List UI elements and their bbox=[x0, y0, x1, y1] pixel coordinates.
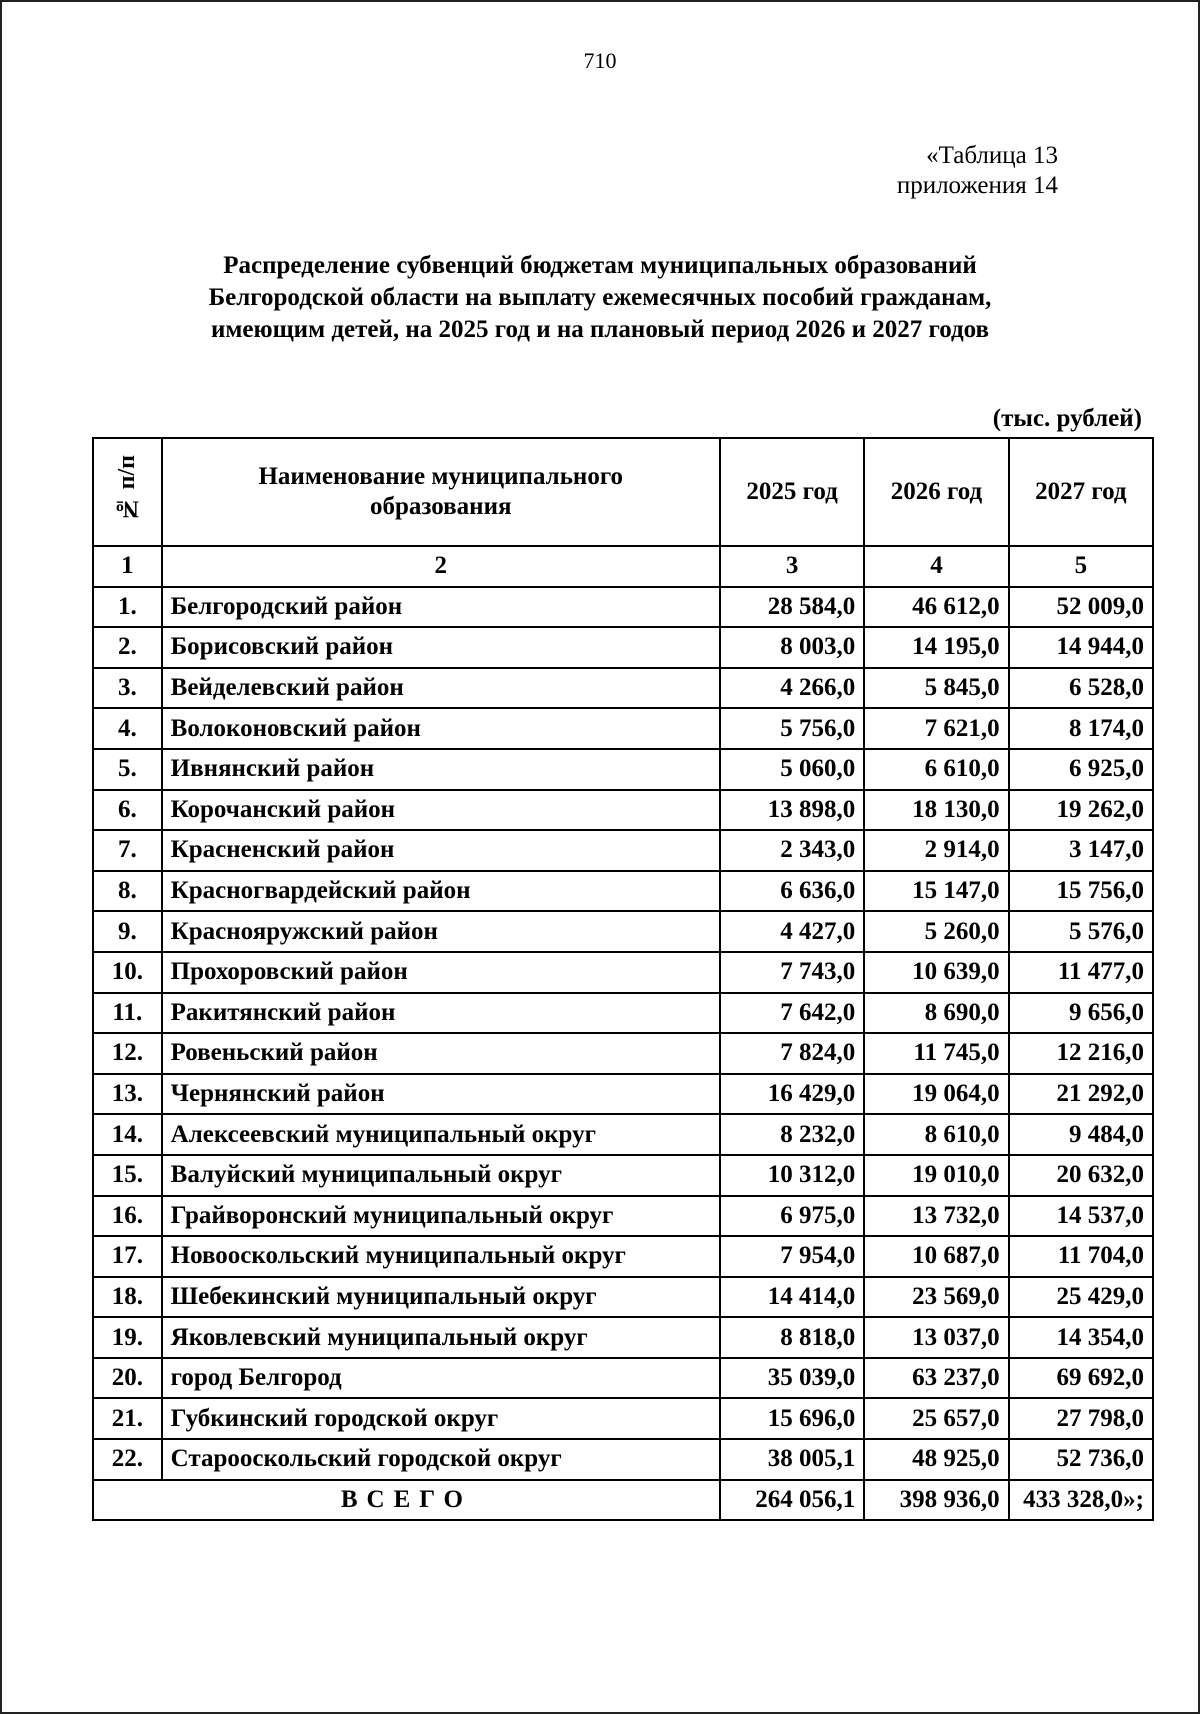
municipality-name: Грайворонский муниципальный округ bbox=[162, 1196, 720, 1237]
table-row bbox=[93, 587, 1153, 628]
table-row bbox=[93, 1033, 1153, 1074]
value-2025: 8 818,0 bbox=[720, 1317, 864, 1358]
total-2027: 433 328,0»; bbox=[1009, 1480, 1153, 1521]
row-number: 14. bbox=[93, 1114, 162, 1155]
value-2026: 10 639,0 bbox=[864, 952, 1008, 993]
value-2026: 5 845,0 bbox=[864, 668, 1008, 709]
header-2025: 2025 год bbox=[720, 438, 864, 546]
value-2027: 52 736,0 bbox=[1009, 1439, 1153, 1480]
row-number: 21. bbox=[93, 1398, 162, 1439]
value-2025: 5 756,0 bbox=[720, 708, 864, 749]
value-2026: 11 745,0 bbox=[864, 1033, 1008, 1074]
municipality-name: Валуйский муниципальный округ bbox=[162, 1155, 720, 1196]
row-number: 7. bbox=[93, 830, 162, 871]
table-row bbox=[93, 1236, 1153, 1277]
value-2027: 3 147,0 bbox=[1009, 830, 1153, 871]
value-2027: 21 292,0 bbox=[1009, 1074, 1153, 1115]
row-number: 20. bbox=[93, 1358, 162, 1399]
value-2027: 27 798,0 bbox=[1009, 1398, 1153, 1439]
municipality-name: Старооскольский городской округ bbox=[162, 1439, 720, 1480]
value-2026: 46 612,0 bbox=[864, 587, 1008, 628]
municipality-name: Новооскольский муниципальный округ bbox=[162, 1236, 720, 1277]
value-2025: 10 312,0 bbox=[720, 1155, 864, 1196]
table-row bbox=[93, 668, 1153, 709]
value-2025: 13 898,0 bbox=[720, 790, 864, 831]
row-number: 3. bbox=[93, 668, 162, 709]
row-number: 11. bbox=[93, 993, 162, 1034]
value-2026: 13 732,0 bbox=[864, 1196, 1008, 1237]
value-2026: 10 687,0 bbox=[864, 1236, 1008, 1277]
value-2027: 20 632,0 bbox=[1009, 1155, 1153, 1196]
municipality-name: Белгородский район bbox=[162, 587, 720, 628]
municipality-name: Чернянский район bbox=[162, 1074, 720, 1115]
value-2027: 19 262,0 bbox=[1009, 790, 1153, 831]
total-label: ВСЕГО bbox=[93, 1480, 720, 1521]
table-row bbox=[93, 1114, 1153, 1155]
value-2025: 7 824,0 bbox=[720, 1033, 864, 1074]
value-2027: 9 484,0 bbox=[1009, 1114, 1153, 1155]
table-row bbox=[93, 708, 1153, 749]
value-2026: 23 569,0 bbox=[864, 1277, 1008, 1318]
municipality-name: Борисовский район bbox=[162, 627, 720, 668]
document-title bbox=[0, 250, 1200, 346]
value-2025: 35 039,0 bbox=[720, 1358, 864, 1399]
title-line-2: Белгородской области на выплату ежемесячных пособий гражданам, bbox=[208, 284, 992, 311]
row-number: 10. bbox=[93, 952, 162, 993]
value-2027: 25 429,0 bbox=[1009, 1277, 1153, 1318]
header-name-line-1: Наименование муниципального bbox=[258, 463, 624, 490]
value-2026: 19 064,0 bbox=[864, 1074, 1008, 1115]
header-name bbox=[162, 438, 720, 546]
municipality-name: Ракитянский район bbox=[162, 993, 720, 1034]
title-line-1: Распределение субвенций бюджетам муниципальных образований bbox=[223, 252, 977, 279]
municipality-name: Ровеньский район bbox=[162, 1033, 720, 1074]
value-2027: 9 656,0 bbox=[1009, 993, 1153, 1034]
header-name-line-2: образования bbox=[370, 493, 512, 520]
municipality-name: Красногвардейский район bbox=[162, 871, 720, 912]
municipality-name: Волоконовский район bbox=[162, 708, 720, 749]
municipality-name: Красненский район bbox=[162, 830, 720, 871]
index-cell: 2 bbox=[162, 546, 720, 587]
table-row bbox=[93, 790, 1153, 831]
index-cell: 3 bbox=[720, 546, 864, 587]
municipality-name: Вейделевский район bbox=[162, 668, 720, 709]
table-row bbox=[93, 627, 1153, 668]
value-2026: 25 657,0 bbox=[864, 1398, 1008, 1439]
value-2025: 6 636,0 bbox=[720, 871, 864, 912]
value-2025: 4 427,0 bbox=[720, 911, 864, 952]
value-2027: 52 009,0 bbox=[1009, 587, 1153, 628]
value-2026: 18 130,0 bbox=[864, 790, 1008, 831]
value-2026: 15 147,0 bbox=[864, 871, 1008, 912]
table-row bbox=[93, 1277, 1153, 1318]
row-number: 18. bbox=[93, 1277, 162, 1318]
row-number: 1. bbox=[93, 587, 162, 628]
value-2027: 12 216,0 bbox=[1009, 1033, 1153, 1074]
value-2026: 13 037,0 bbox=[864, 1317, 1008, 1358]
table-row bbox=[93, 1155, 1153, 1196]
value-2026: 19 010,0 bbox=[864, 1155, 1008, 1196]
index-cell: 4 bbox=[864, 546, 1008, 587]
row-number: 8. bbox=[93, 871, 162, 912]
table-row bbox=[93, 911, 1153, 952]
row-number: 15. bbox=[93, 1155, 162, 1196]
total-2026: 398 936,0 bbox=[864, 1480, 1008, 1521]
value-2027: 14 944,0 bbox=[1009, 627, 1153, 668]
value-2027: 69 692,0 bbox=[1009, 1358, 1153, 1399]
index-cell: 5 bbox=[1009, 546, 1153, 587]
table-body bbox=[93, 546, 1153, 1480]
value-2025: 15 696,0 bbox=[720, 1398, 864, 1439]
subvention-table bbox=[92, 437, 1154, 1521]
value-2025: 7 642,0 bbox=[720, 993, 864, 1034]
column-index-row bbox=[93, 546, 1153, 587]
table-row bbox=[93, 952, 1153, 993]
municipality-name: Губкинский городской округ bbox=[162, 1398, 720, 1439]
row-number: 17. bbox=[93, 1236, 162, 1277]
value-2027: 14 354,0 bbox=[1009, 1317, 1153, 1358]
row-number: 16. bbox=[93, 1196, 162, 1237]
table-row bbox=[93, 749, 1153, 790]
value-2026: 8 690,0 bbox=[864, 993, 1008, 1034]
value-2025: 8 003,0 bbox=[720, 627, 864, 668]
table-caption bbox=[897, 141, 1058, 201]
table-row bbox=[93, 1439, 1153, 1480]
value-2026: 5 260,0 bbox=[864, 911, 1008, 952]
index-cell: 1 bbox=[93, 546, 162, 587]
municipality-name: Алексеевский муниципальный округ bbox=[162, 1114, 720, 1155]
value-2025: 16 429,0 bbox=[720, 1074, 864, 1115]
table-row bbox=[93, 1398, 1153, 1439]
value-2026: 14 195,0 bbox=[864, 627, 1008, 668]
row-number: 13. bbox=[93, 1074, 162, 1115]
value-2026: 8 610,0 bbox=[864, 1114, 1008, 1155]
total-row bbox=[93, 1480, 1153, 1521]
table-row bbox=[93, 1074, 1153, 1115]
value-2026: 63 237,0 bbox=[864, 1358, 1008, 1399]
row-number: 22. bbox=[93, 1439, 162, 1480]
value-2025: 6 975,0 bbox=[720, 1196, 864, 1237]
value-2025: 4 266,0 bbox=[720, 668, 864, 709]
value-2026: 48 925,0 bbox=[864, 1439, 1008, 1480]
value-2027: 11 477,0 bbox=[1009, 952, 1153, 993]
value-2027: 14 537,0 bbox=[1009, 1196, 1153, 1237]
municipality-name: Ивнянский район bbox=[162, 749, 720, 790]
table-row bbox=[93, 871, 1153, 912]
value-2026: 2 914,0 bbox=[864, 830, 1008, 871]
municipality-name: Краснояружский район bbox=[162, 911, 720, 952]
value-2027: 15 756,0 bbox=[1009, 871, 1153, 912]
table-row bbox=[93, 1358, 1153, 1399]
municipality-name: Шебекинский муниципальный округ bbox=[162, 1277, 720, 1318]
row-number: 6. bbox=[93, 790, 162, 831]
value-2026: 6 610,0 bbox=[864, 749, 1008, 790]
units-label: (тыс. рублей) bbox=[992, 405, 1142, 432]
value-2027: 6 925,0 bbox=[1009, 749, 1153, 790]
title-line-3: имеющим детей, на 2025 год и на плановый период 2026 и 2027 годов bbox=[210, 316, 990, 343]
municipality-name: Яковлевский муниципальный округ bbox=[162, 1317, 720, 1358]
table-row bbox=[93, 993, 1153, 1034]
table-header-row bbox=[93, 438, 1153, 546]
header-number-label: № п/п bbox=[113, 455, 140, 522]
page-number: 710 bbox=[583, 48, 617, 73]
caption-line-2: приложения 14 bbox=[896, 172, 1058, 199]
municipality-name: город Белгород bbox=[162, 1358, 720, 1399]
value-2025: 14 414,0 bbox=[720, 1277, 864, 1318]
row-number: 12. bbox=[93, 1033, 162, 1074]
row-number: 2. bbox=[93, 627, 162, 668]
value-2027: 8 174,0 bbox=[1009, 708, 1153, 749]
municipality-name: Прохоровский район bbox=[162, 952, 720, 993]
municipality-name: Корочанский район bbox=[162, 790, 720, 831]
row-number: 4. bbox=[93, 708, 162, 749]
value-2027: 6 528,0 bbox=[1009, 668, 1153, 709]
row-number: 9. bbox=[93, 911, 162, 952]
value-2025: 8 232,0 bbox=[720, 1114, 864, 1155]
table-row bbox=[93, 1317, 1153, 1358]
table-row bbox=[93, 830, 1153, 871]
header-number bbox=[93, 438, 162, 546]
value-2026: 7 621,0 bbox=[864, 708, 1008, 749]
value-2025: 38 005,1 bbox=[720, 1439, 864, 1480]
header-2027: 2027 год bbox=[1009, 438, 1153, 546]
total-2025: 264 056,1 bbox=[720, 1480, 864, 1521]
value-2027: 5 576,0 bbox=[1009, 911, 1153, 952]
row-number: 5. bbox=[93, 749, 162, 790]
row-number: 19. bbox=[93, 1317, 162, 1358]
value-2025: 2 343,0 bbox=[720, 830, 864, 871]
table-row bbox=[93, 1196, 1153, 1237]
value-2025: 7 954,0 bbox=[720, 1236, 864, 1277]
caption-line-1: «Таблица 13 bbox=[926, 142, 1058, 169]
header-2026: 2026 год bbox=[864, 438, 1008, 546]
value-2027: 11 704,0 bbox=[1009, 1236, 1153, 1277]
value-2025: 7 743,0 bbox=[720, 952, 864, 993]
value-2025: 28 584,0 bbox=[720, 587, 864, 628]
value-2025: 5 060,0 bbox=[720, 749, 864, 790]
